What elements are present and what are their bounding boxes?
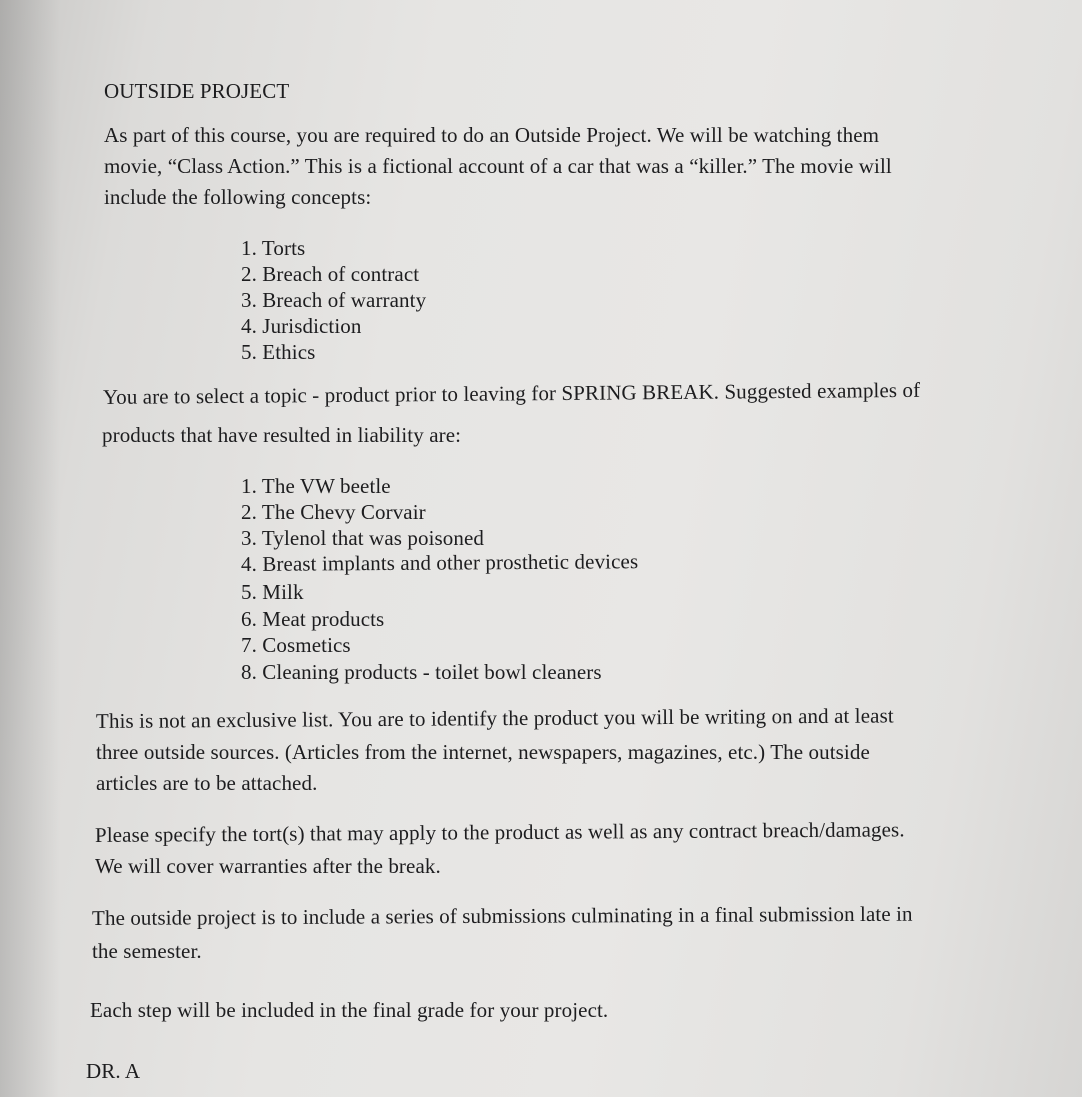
page-shadow <box>0 0 60 1097</box>
product-item: 7. Cosmetics <box>241 633 351 657</box>
product-item: 8. Cleaning products - toilet bowl cleaners <box>241 660 602 684</box>
grade-line: Each step will be included in the final grade for your project. <box>90 998 609 1022</box>
submission-line: the semester. <box>92 939 202 963</box>
list-note-line: articles are to be attached. <box>96 771 318 795</box>
intro-line: movie, “Class Action.” This is a fictional account of a car that was a “killer.” The movie will <box>104 154 892 178</box>
concept-item: 5. Ethics <box>241 340 316 364</box>
concept-item: 1. Torts <box>241 236 306 260</box>
list-note-line: three outside sources. (Articles from the internet, newspapers, magazines, etc.) The outside <box>96 740 870 764</box>
product-item: 5. Milk <box>241 580 304 604</box>
product-item: 4. Breast implants and other prosthetic devices <box>240 549 639 576</box>
product-item: 2. The Chevy Corvair <box>241 500 426 524</box>
topic-line: You are to select a topic - product prior to leaving for SPRING BREAK. Suggested examples of <box>102 377 921 409</box>
concept-item: 2. Breach of contract <box>241 262 420 286</box>
concept-item: 3. Breach of warranty <box>241 288 427 312</box>
topic-line: products that have resulted in liability are: <box>102 423 462 447</box>
submission-line: The outside project is to include a series of submissions culminating in a final submission late in <box>91 901 913 930</box>
intro-line: As part of this course, you are required to do an Outside Project. We will be watching them <box>104 123 880 147</box>
signature: DR. A <box>86 1059 141 1083</box>
product-item: 3. Tylenol that was poisoned <box>241 526 484 550</box>
concept-item: 4. Jurisdiction <box>241 314 362 338</box>
product-item: 1. The VW beetle <box>241 474 391 498</box>
product-item: 6. Meat products <box>241 607 385 631</box>
intro-line: include the following concepts: <box>104 185 372 209</box>
list-note-line: This is not an exclusive list. You are to identify the product you will be writing on and at least <box>95 703 894 733</box>
tort-line: We will cover warranties after the break. <box>95 854 441 878</box>
tort-line: Please specify the tort(s) that may apply to the product as well as any contract breach/damages. <box>94 817 905 847</box>
page-title: OUTSIDE PROJECT <box>104 79 290 103</box>
